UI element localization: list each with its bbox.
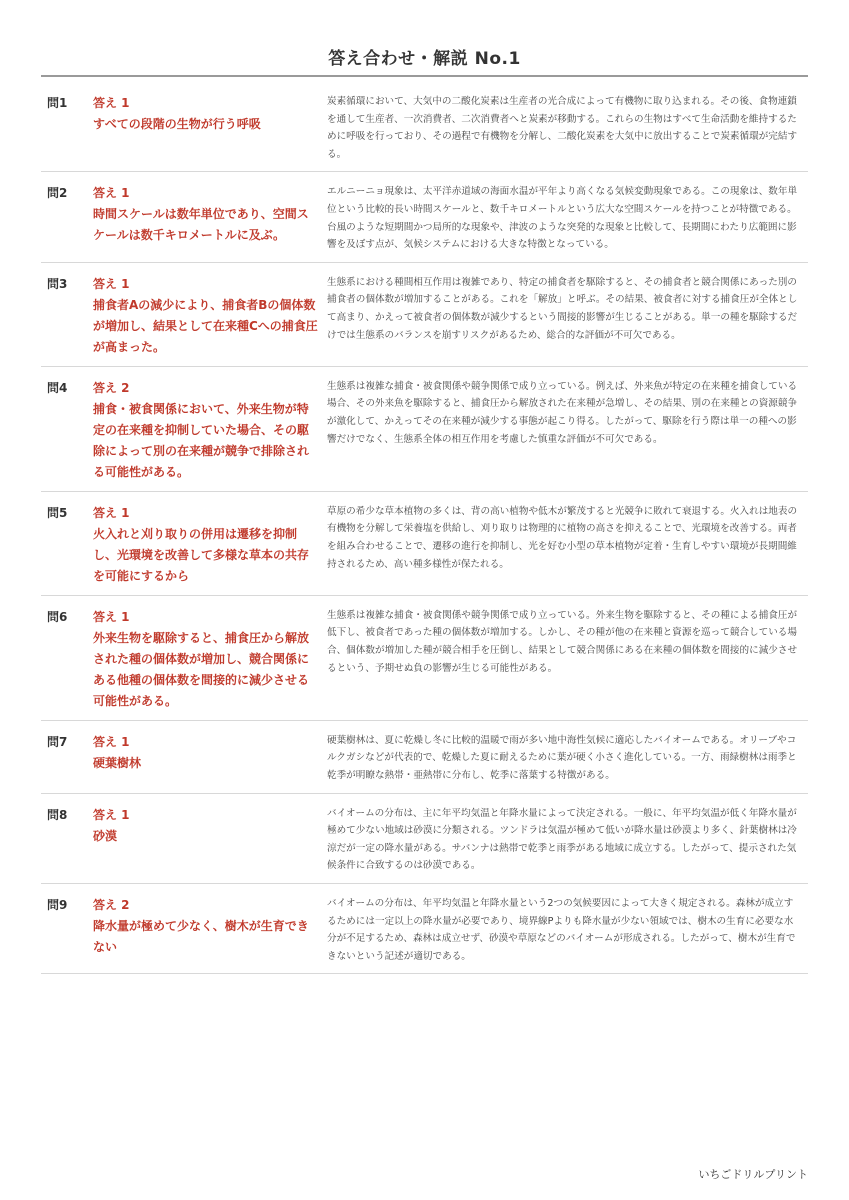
answer-row-7 [41, 727, 808, 794]
explanation-text: バイオームの分布は、主に年平均気温と年降水量によって決定される。一般に、年平均気温が低く年降水量が極めて少ない地域は砂漠に分類される。ツンドラは気温が極めて低いが降水量は砂漠より多く、針葉樹林は冷涼だが一定の降水量がある。サバンナは熱帯で乾季と雨季がある地域に成立する。したがって、提示された気候条件に合致するのは砂漠である。 [327, 807, 797, 872]
answer-block [93, 503, 327, 587]
question-number: 問8 [47, 807, 68, 822]
answer-row-4 [41, 373, 808, 492]
answer-label: 答え 1 [93, 276, 130, 291]
explanation-text: 生態系における種間相互作用は複雑であり、特定の捕食者を駆除すると、その捕食者と競合関係にあった別の捕食者の個体数が増加することがある。これを「解放」と呼ぶ。その結果、被食者に対する捕食圧が全体として高まり、かえって被食者の個体数が減少するという間接的影響が生じることがある。単一の種を駆除するだけでは生態系のバランスを崩すリスクがあるため、総合的な評価が不可欠である。 [327, 276, 798, 341]
question-number: 問1 [47, 96, 68, 110]
answer-text: 捕食・被食関係において、外来生物が特定の在来種を抑制していた場合、その駆除によって別の在来種が競争で排除される可能性がある。 [93, 401, 310, 479]
answer-label: 答え 1 [93, 609, 130, 624]
question-number: 問6 [47, 609, 68, 624]
answer-list [41, 88, 808, 980]
answer-block [93, 895, 327, 965]
answer-label: 答え 1 [93, 96, 130, 110]
answer-text: 砂漠 [93, 828, 118, 843]
answer-block [93, 93, 327, 163]
footer-brand: いちごドリルプリント [698, 1168, 808, 1181]
answer-block [93, 805, 327, 875]
question-number: 問7 [47, 734, 68, 749]
explanation-text: 炭素循環において、大気中の二酸化炭素は生産者の光合成によって有機物に取り込まれる。その後、食物連鎖を通して生産者、一次消費者、二次消費者へと炭素が移動する。これらの生物はすべて生命活動を維持するために呼吸を行っており、その過程で有機物を分解し、二酸化炭素を大気中に放出することで炭素循環が完結する。 [327, 96, 798, 160]
question-number: 問3 [47, 276, 68, 291]
answer-label: 答え 1 [93, 807, 130, 822]
page-title: 答え合わせ・解説 No.1 [328, 49, 521, 69]
answer-text: 硬葉樹林 [93, 755, 142, 770]
answer-text: 火入れと刈り取りの併用は遷移を抑制し、光環境を改善して多様な草本の共存を可能にするから [93, 526, 310, 583]
answer-row-6 [41, 602, 808, 721]
answer-block [93, 607, 327, 712]
question-number: 問9 [47, 897, 68, 912]
answer-text: 外来生物を駆除すると、捕食圧から解放された種の個体数が増加し、競合関係にある他種の個体数を間接的に減少させる可能性がある。 [93, 630, 310, 708]
answer-block [93, 274, 327, 358]
answer-label: 答え 1 [93, 186, 130, 201]
answer-row-1 [41, 88, 808, 172]
question-number: 問5 [47, 505, 68, 520]
answer-label: 答え 1 [93, 734, 130, 749]
answer-row-3 [41, 269, 808, 367]
answer-text: 降水量が極めて少なく、樹木が生育できない [93, 918, 309, 954]
answer-text: すべての段階の生物が行う呼吸 [93, 117, 261, 131]
question-number: 問4 [47, 380, 68, 395]
answer-label: 答え 2 [93, 380, 130, 395]
title-divider [41, 75, 808, 77]
answer-block [93, 732, 327, 785]
answer-block [93, 183, 327, 253]
explanation-text: 生態系は複雑な捕食・被食関係や競争関係で成り立っている。外来生物を駆除すると、その種による捕食圧が低下し、被食者であった種の個体数が増加する。しかし、その種が他の在来種と資源を巡って競合している場合、個体数が増加した種が競合相手を圧倒し、結果として競合関係にある在来種の個体数を間接的に減少させるという、予期せぬ負の影響が生じる可能性がある。 [327, 609, 798, 674]
question-number: 問2 [47, 186, 68, 201]
explanation-text: 生態系は複雑な捕食・被食関係や競争関係で成り立っている。例えば、外来魚が特定の在来種を捕食している場合、その外来魚を駆除すると、捕食圧から解放された在来種が急増し、その結果、別の在来種との資源競争が激化して、かえってその在来種が減少する事態が起こり得る。したがって、駆除を行う際は単一の種への影響だけでなく、生態系全体の相互作用を考慮した慎重な評価が不可欠である。 [327, 380, 798, 445]
explanation-text: エルニーニョ現象は、太平洋赤道域の海面水温が平年より高くなる気候変動現象である。この現象は、数年単位という比較的長い時間スケールと、数千キロメートルという広大な空間スケールを持つことが特徴である。台風のような短期間かつ局所的な現象や、津波のような突発的な現象と比較して、長期間にわたり広範囲に影響を及ぼす点が、気候システムにおける大きな特徴となっている。 [327, 186, 798, 251]
answer-row-5 [41, 498, 808, 596]
answer-label: 答え 2 [93, 897, 130, 912]
answer-block [93, 378, 327, 483]
answer-text: 時間スケールは数年単位であり、空間スケールは数千キロメートルに及ぶ。 [93, 207, 309, 243]
answer-row-9 [41, 890, 808, 974]
answer-label: 答え 1 [93, 505, 130, 520]
answer-row-8 [41, 800, 808, 884]
answer-row-2 [41, 178, 808, 262]
explanation-text: 硬葉樹林は、夏に乾燥し冬に比較的温暖で雨が多い地中海性気候に適応したバイオームである。オリーブやコルクガシなどが代表的で、乾燥した夏に耐えるために葉が硬く小さく進化している。一方、雨緑樹林は雨季と乾季が明瞭な熱帯・亜熱帯に分布し、乾季に落葉する特徴がある。 [327, 734, 797, 781]
explanation-text: 草原の希少な草本植物の多くは、背の高い植物や低木が繁茂すると光競争に敗れて衰退する。火入れは地表の有機物を分解して栄養塩を供給し、刈り取りは物理的に植物の高さを抑えることで、光環境を改善する。両者を組み合わせることで、遷移の進行を抑制し、光を好む小型の草本植物が定着・生育しやすい環境が長期間維持されるため、高い種多様性が保たれる。 [327, 505, 798, 570]
explanation-text: バイオームの分布は、年平均気温と年降水量という2つの気候要因によって大きく規定される。森林が成立するためには一定以上の降水量が必要であり、境界線Pよりも降水量が少ない領域では、樹木の生育に必要な水分が不足するため、森林は成立せず、砂漠や草原などのバイオームが形成される。したがって、樹木が生育できないという記述が適切である。 [327, 897, 796, 962]
answer-text: 捕食者Aの減少により、捕食者Bの個体数が増加し、結果として在来種Cへの捕食圧が高まった。 [93, 297, 318, 354]
